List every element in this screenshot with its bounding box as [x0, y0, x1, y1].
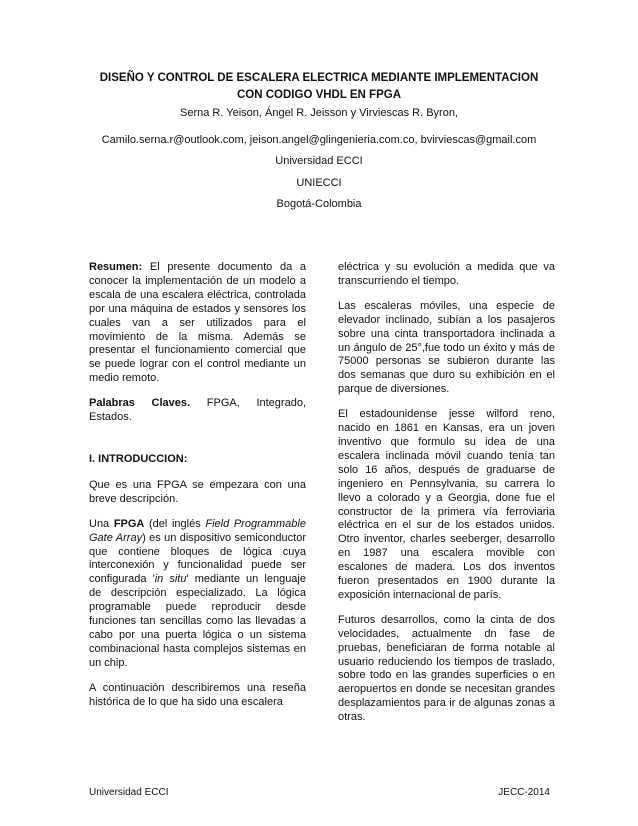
abstract [89, 261, 306, 386]
paragraph: El estadounidense jesse wilford reno, nacido en 1861 en Kansas, era un joven inventivo que formulo su idea de una escalera inclinada móvil cuando tenía tan solo 16 años, después de graduarse de ingeniero en Pennsylvania, su carrera lo llevo a colorado y a Georgia, done fue el constructor de la primera vía ferroviaria eléctrica en el sur de los estados unidos. Otro inventor, charles seeberger, desarrollo en 1987 una escalera movible con escalones de madera. Los dos inventos fueron presentados en 1900 durante la exposición internacional de parís. [338, 408, 555, 601]
keywords-text: FPGA, Integrado, Estados. [89, 397, 306, 424]
left-column [89, 261, 306, 720]
footer-right: JECC-2014 [498, 787, 550, 798]
paragraph: Que es una FPGA se empezara con una breve descripción. [89, 478, 306, 505]
text-run-italic: Field Programmable Gate Array [89, 517, 306, 544]
author-emails: Camilo.serna.r@outlook.com, jeison.angel@glingenieria.com.co, bvirviescas@gmail.com [101, 134, 537, 146]
right-column [338, 261, 555, 736]
text-run: Una [89, 517, 114, 530]
affiliation-university: Universidad ECCI [275, 155, 363, 167]
abstract-label: Resumen: [89, 261, 143, 273]
text-run: ) es un dispositivo semiconductor que contiene bloques de lógica cuya interconexión y funcionalidad puede ser configurada ' [89, 531, 306, 586]
section-heading: I. INTRODUCCION: [89, 452, 188, 465]
footer-left: Universidad ECCI [89, 787, 169, 798]
title-line-2: CON CODIGO VHDL EN FPGA [237, 89, 401, 101]
affiliation-short: UNIECCI [296, 177, 342, 189]
text-run: ' mediante un lenguaje de descripción especializado. La lógica programable puede reproducir desde funciones tan sencillas como las llevadas a cabo por una puerta lógica o un sistema combinacional hasta complejos sistemas en un chip. [89, 573, 306, 669]
authors: Serna R. Yeison, Ángel R. Jeisson y Virviescas R. Byron, [180, 107, 458, 119]
keywords [89, 397, 306, 425]
text-run-italic: in situ [154, 573, 187, 586]
text-run-bold: FPGA [113, 517, 145, 530]
paragraph: eléctrica y su evolución a medida que va transcurriendo el tiempo. [338, 261, 555, 287]
paragraph-fpga-definition [89, 518, 306, 671]
title-line-1: DISEÑO Y CONTROL DE ESCALERA ELECTRICA MEDIANTE IMPLEMENTACION [99, 72, 539, 84]
paragraph: Las escaleras móviles, una especie de elevador inclinado, subían a los pasajeros sobre una cinta transportadora inclinada a un ángulo de 25°,fue todo un éxito y más de 75000 personas se subieron durante las dos semanas que duro su exhibición en el parque de diversiones. [338, 299, 555, 396]
paragraph: Futuros desarrollos, como la cinta de dos velocidades, actualmente dn fase de pruebas, beneficiaran de forma notable al usuario reduciendo los tiempos de traslado, sobre todo en las grandes superficies o en aeropuertos en donde se necesitan grandes desplazamientos para ir de algunas zonas a otras. [338, 613, 555, 724]
abstract-text: El presente documento da a conocer la implementación de un modelo a escala de una escalera eléctrica, controlada por una máquina de estados y sensores los cuales van a ser utilizados para el movimiento de la misma. Además se presentar el funcionamiento comercial que se puede lograr con el control mediante un medio remoto. [89, 261, 306, 385]
keywords-label: Palabras Claves. [89, 397, 191, 410]
paragraph: A continuación describiremos una reseña histórica de lo que ha sido una escalera [89, 681, 306, 708]
text-run: (del inglés [144, 517, 206, 530]
paper-title [90, 70, 548, 104]
location: Bogotá-Colombia [276, 198, 362, 210]
